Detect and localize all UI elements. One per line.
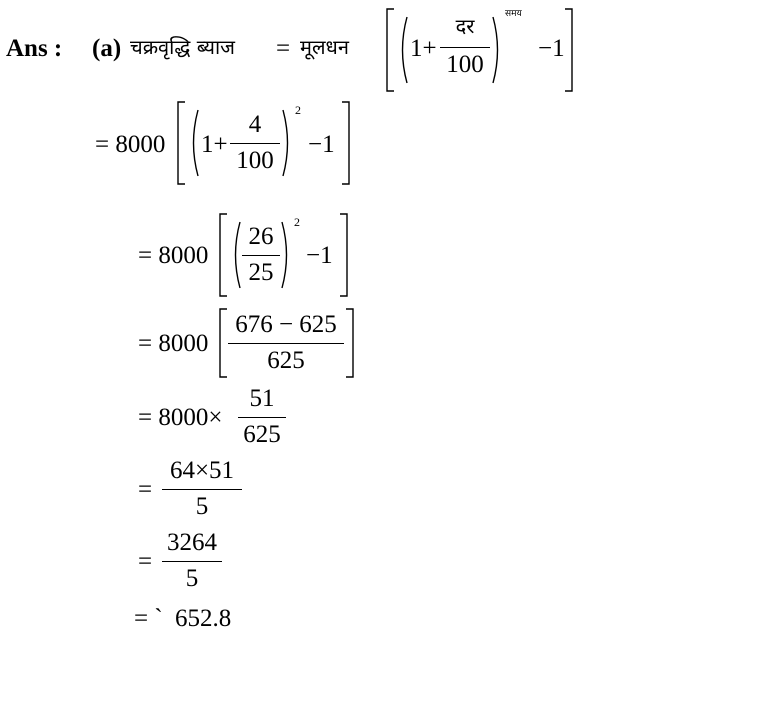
- step1-left-paren: [188, 109, 200, 177]
- equals-sign: =: [276, 35, 291, 62]
- step3-denominator: 625: [267, 347, 305, 374]
- step1-numerator: 4: [248, 111, 262, 138]
- step5-eq: =: [138, 476, 153, 503]
- step4-fraction: [238, 386, 286, 450]
- minus-one: −1: [538, 35, 565, 62]
- step6-denominator: 5: [185, 565, 199, 592]
- step1-eq: = 8000: [95, 131, 166, 158]
- right-square-bracket: [563, 8, 575, 92]
- step5-numerator: 64×51: [169, 457, 235, 484]
- rate-fraction: [440, 16, 490, 80]
- step2-power: 2: [294, 215, 300, 229]
- principal-term: मूलधन: [300, 35, 349, 59]
- step1-fraction: [230, 112, 280, 176]
- step6-eq: =: [138, 548, 153, 575]
- step1-minus-one: −1: [308, 131, 335, 158]
- power-time: समय: [505, 9, 522, 19]
- step2-minus-one: −1: [306, 242, 333, 269]
- step1-right-bracket: [340, 101, 352, 185]
- left-square-bracket: [384, 8, 396, 92]
- rate-denominator: 100: [446, 51, 484, 78]
- step3-fraction: [228, 312, 344, 376]
- step2-left-paren: [230, 221, 242, 289]
- step4-denominator: 625: [243, 421, 281, 448]
- step3-right-bracket: [344, 308, 356, 378]
- step1-right-paren: [281, 109, 293, 177]
- step2-left-bracket: [217, 213, 229, 297]
- step2-right-paren: [280, 221, 292, 289]
- step1-denominator: 100: [236, 147, 274, 174]
- part-label: (a): [92, 35, 122, 62]
- step5-fraction: [162, 458, 242, 522]
- rate-numerator: दर: [455, 14, 475, 38]
- left-paren: [397, 16, 409, 84]
- answer-label: Ans :: [6, 35, 63, 62]
- step2-fraction: [242, 224, 280, 288]
- final-answer-value: 652.8: [175, 605, 232, 632]
- step2-right-bracket: [338, 213, 350, 297]
- step1-power: 2: [295, 103, 301, 117]
- step4-eq: = 8000×: [138, 404, 223, 431]
- step2-numerator: 26: [248, 223, 274, 250]
- step6-numerator: 3264: [167, 529, 217, 556]
- step1-left-bracket: [175, 101, 187, 185]
- step5-denominator: 5: [195, 493, 209, 520]
- step3-numerator: 676 − 625: [235, 311, 337, 338]
- step2-denominator: 25: [248, 259, 274, 286]
- step7-eq: = `: [134, 605, 163, 632]
- step1-one-plus: 1+: [201, 131, 228, 158]
- one-plus: 1+: [410, 35, 437, 62]
- step6-fraction: [162, 530, 222, 594]
- right-paren: [491, 16, 503, 84]
- step4-numerator: 51: [249, 385, 275, 412]
- step2-eq: = 8000: [138, 242, 209, 269]
- compound-interest-term: चक्रवृद्धि ब्याज: [130, 35, 236, 59]
- step3-eq: = 8000: [138, 330, 209, 357]
